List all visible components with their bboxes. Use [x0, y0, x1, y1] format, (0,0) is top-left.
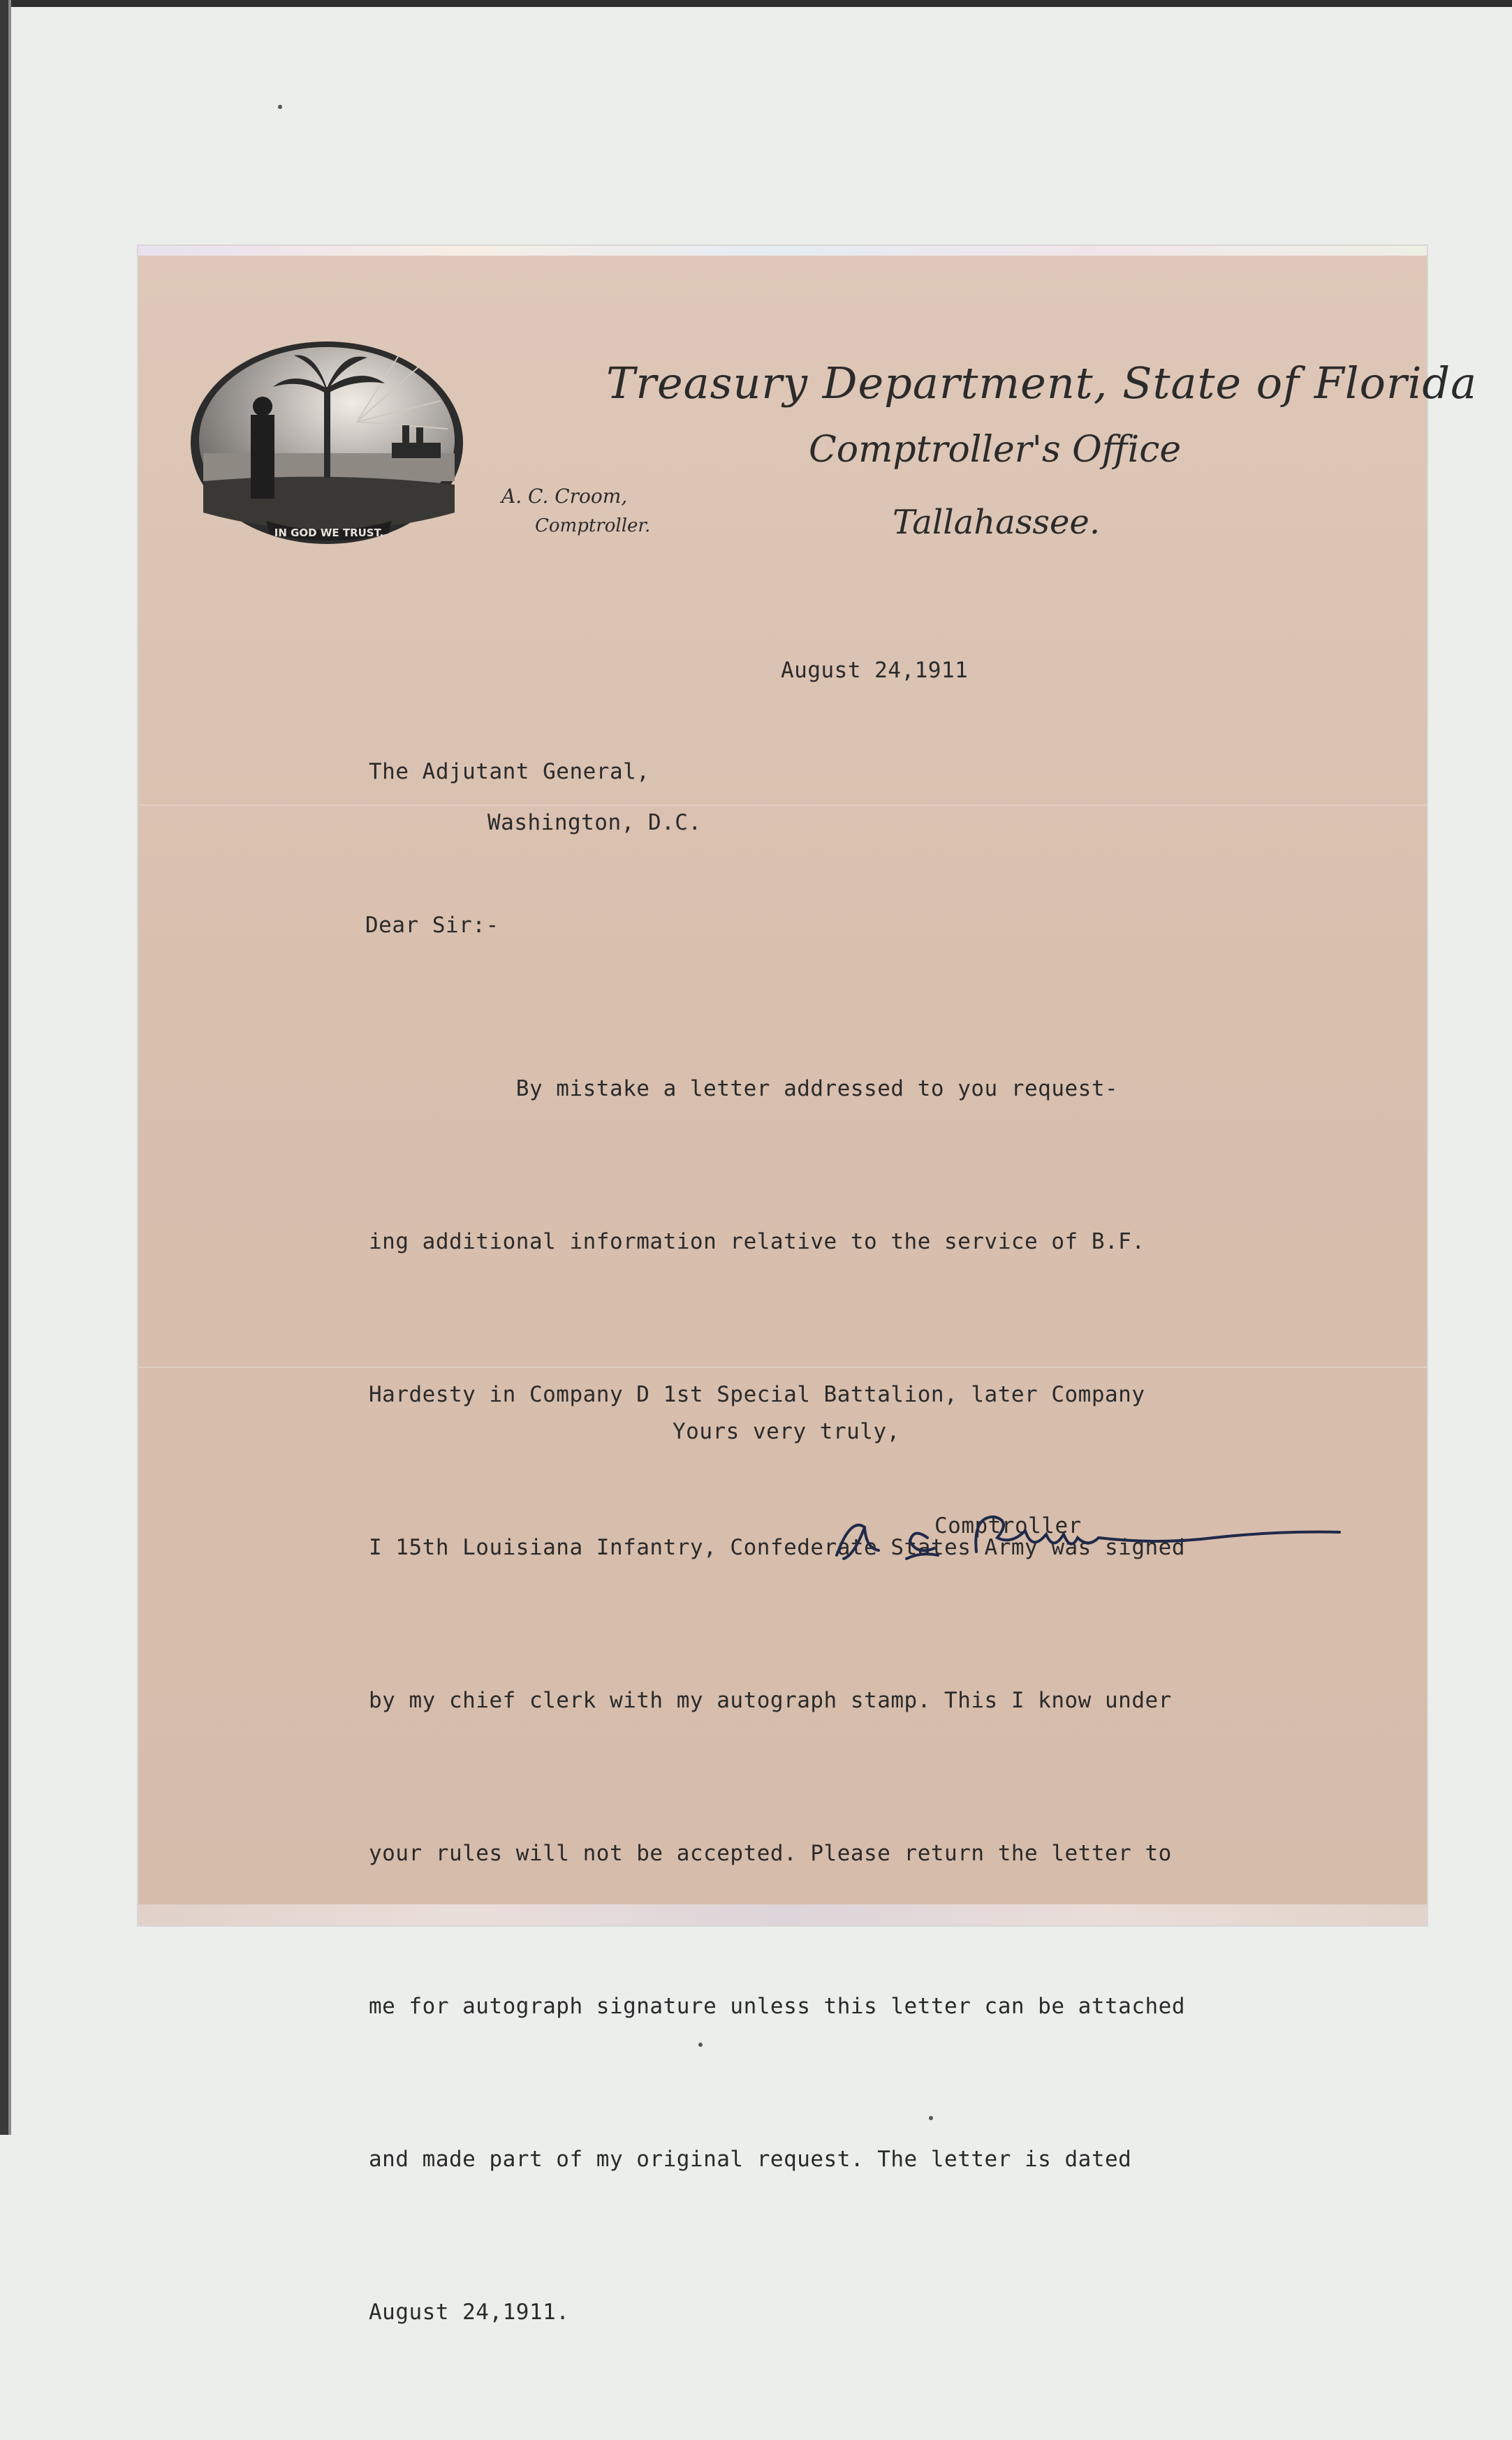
body-line: Hardesty in Company D 1st Special Battalion, later Company — [369, 1382, 1145, 1407]
scan-border-left — [0, 0, 8, 2135]
signer-title: Comptroller — [934, 1513, 1082, 1538]
recipient-line-1: The Adjutant General, — [369, 759, 650, 784]
scan-border-left-edge — [8, 0, 11, 2135]
body-line: me for autograph signature unless this letter can be attached — [369, 1994, 1185, 2019]
body-line: August 24,1911. — [369, 2300, 570, 2325]
letterhead-official-name: A. C. Croom, — [501, 485, 628, 508]
dust-speck — [929, 2116, 933, 2120]
sheet-sleeve-glare-top — [138, 246, 1427, 256]
florida-state-seal — [189, 338, 465, 547]
letterhead-office: Comptroller's Office — [809, 429, 1182, 471]
body-line: By mistake a letter addressed to you request- — [369, 1076, 1119, 1101]
body-line: your rules will not be accepted. Please return the letter to — [369, 1841, 1172, 1866]
letter-date: August 24,1911 — [781, 658, 969, 683]
fold-line-upper — [138, 804, 1427, 806]
body-line: I 15th Louisiana Infantry, Confederate States Army was signed — [369, 1535, 1185, 1560]
body-line: by my chief clerk with my autograph stamp. This I know under — [369, 1688, 1172, 1713]
body-line: and made part of my original request. The letter is dated — [369, 2147, 1132, 2172]
greeting: Dear Sir:- — [365, 913, 499, 938]
closing: Yours very truly, — [673, 1419, 900, 1444]
dust-speck — [698, 2043, 703, 2047]
letter-body — [369, 962, 1185, 2440]
letterhead-title: Treasury Department, State of Florida — [606, 358, 1478, 409]
scan-border-top — [0, 0, 1512, 7]
letter-sheet — [138, 246, 1478, 2325]
letterhead-city: Tallahassee. — [893, 503, 1101, 542]
body-line: ing additional information relative to the service of B.F. — [369, 1229, 1145, 1254]
seal-motto: IN GOD WE TRUST. — [274, 527, 384, 539]
recipient-line-2: Washington, D.C. — [487, 810, 702, 835]
dust-speck — [278, 105, 282, 109]
letterhead-official-role: Comptroller. — [535, 515, 651, 536]
handwritten-signature — [823, 1489, 1353, 1573]
